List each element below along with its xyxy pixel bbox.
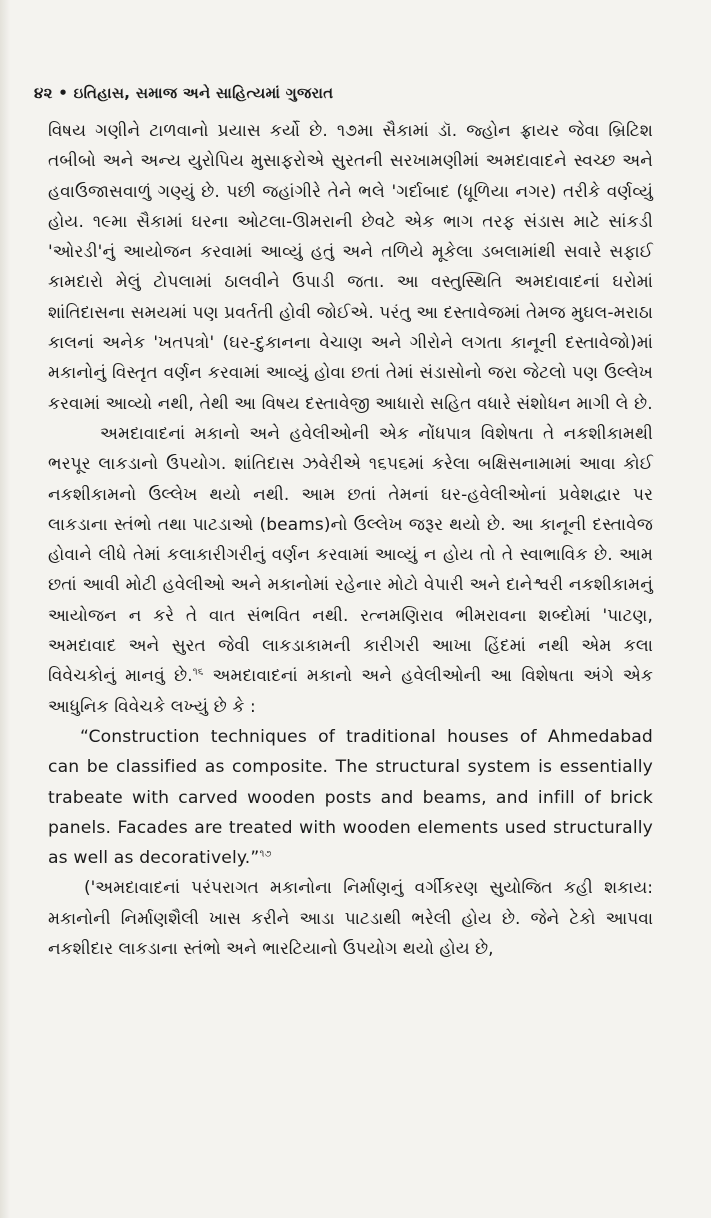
paragraph-3: ('અમદાવાદનાં પરંપરાગત મકાનોના નિર્માણનું વર્ગીકરણ સુયોજિત કહી શકાય: મકાનોની નિર્માણશૈલી ખાસ કરીને આડા પાટડાથી ભરેલી હોય છે. જેને ટેકો આપવા નકશીદાર લાકડાના સ્તંભો અને ભારટિયાનો ઉપયોગ થયો હોય છે, [48,878,653,960]
english-quote [48,722,653,873]
footnote-marker-17: ૧૭ [259,848,272,860]
paragraph-2 [48,419,653,722]
running-head: ૪૨ • ઇતિહાસ, સમાજ અને સાહિત્યમાં ગુજરાત [34,84,334,102]
footnote-marker-16: ૧૬ [192,666,204,678]
paragraph-2-text: અમદાવાદનાં મકાનો અને હવેલીઓની એક નોંધપાત્ર વિશેષતા તે નકશીકામથી ભરપૂર લાકડાનો ઉપયોગ. શાંતિદાસ ઝવેરીએ ૧૬૫૬માં કરેલા બક્ષિસનામામાં આવા કોઈ નકશીકામનો ઉલ્લેખ થયો નથી. આમ છતાં તેમનાં ઘર-હવેલીઓનાં પ્રવેશદ્વાર પર લાકડાના સ્તંભો તથા પાટડાઓ (beams)નો ઉલ્લેખ જરૂર થયો છે. આ કાનૂની દસ્તાવેજ હોવાને લીધે તેમાં કલાકારીગરીનું વર્ણન કરવામાં આવ્યું ન હોય તો તે સ્વાભાવિક છે. આમ છતાં આવી મોટી હવેલીઓ અને મકાનોમાં રહેનાર મોટો વેપારી અને દાનેશ્વરી નકશીકામનું આયોજન ન કરે તે વાત સંભવિત નથી. રત્નમણિરાવ ભીમરાવના શબ્દોમાં 'પાટણ, અમદાવાદ અને સુરત જેવી લાકડાકામની કારીગરી આખા હિંદમાં નથી એમ કલા વિવેચકોનું માનવું છે. [48,423,653,687]
paragraph-1: વિષય ગણીને ટાળવાનો પ્રયાસ કર્યો છે. ૧૭મા સૈકામાં ડૉ. જ્હોન ફ્રાયર જેવા બ્રિટિશ તબીબો અને અન્ય યુરોપિય મુસાફરોએ સુરતની સરખામણીમાં અમદાવાદને સ્વચ્છ અને હવાઉજાસવાળું ગણ્યું છે. પછી જહાંગીરે તેને ભલે 'ગર્દાબાદ (ધૂળિયા નગર) તરીકે વર્ણવ્યું હોય. ૧૯મા સૈકામાં ઘરના ઓટલા-ઊમરાની છેવટે એક ભાગ તરફ સંડાસ માટે સાંકડી 'ઓરડી'નું આયોજન કરવામાં આવ્યું હતું અને તળિયે મૂકેલા ડબલામાંથી સવારે સફાઈ કામદારો મેલું ટોપલામાં ઠાલવીને ઉપાડી જતા. આ વસ્તુસ્થિતિ અમદાવાદનાં ઘરોમાં શાંતિદાસના સમયમાં પણ પ્રવર્તતી હોવી જોઈએ. પરંતુ આ દસ્તાવેજમાં તેમજ મુઘલ-મરાઠા કાલનાં અનેક 'ખતપત્રો' (ઘર-દુકાનના વેચાણ અને ગીરોને લગતા કાનૂની દસ્તાવેજો)માં મકાનોનું વિસ્તૃત વર્ણન કરવામાં આવ્યું હોવા છતાં તેમાં સંડાસોનો જરા જેટલો પણ ઉલ્લેખ કરવામાં આવ્યો નથી, તેથી આ વિષય દસ્તાવેજી આધારો સહિત વધારે સંશોધન માગી લે છે. [48,121,653,414]
english-quote-text: “Construction techniques of traditional houses of Ahmedabad can be classified as composite. The structural system is essentially trabeate with carved wooden posts and beams, and infill of brick panels. Facades are treated with wooden elements used structurally as well as decoratively.” [48,726,653,869]
paragraph-2-tail: અમદાવાદનાં મકાનો અને હવેલીઓની આ વિશેષતા અંગે એક આધુનિક વિવેચકે લખ્યું છે કે : [48,666,653,717]
